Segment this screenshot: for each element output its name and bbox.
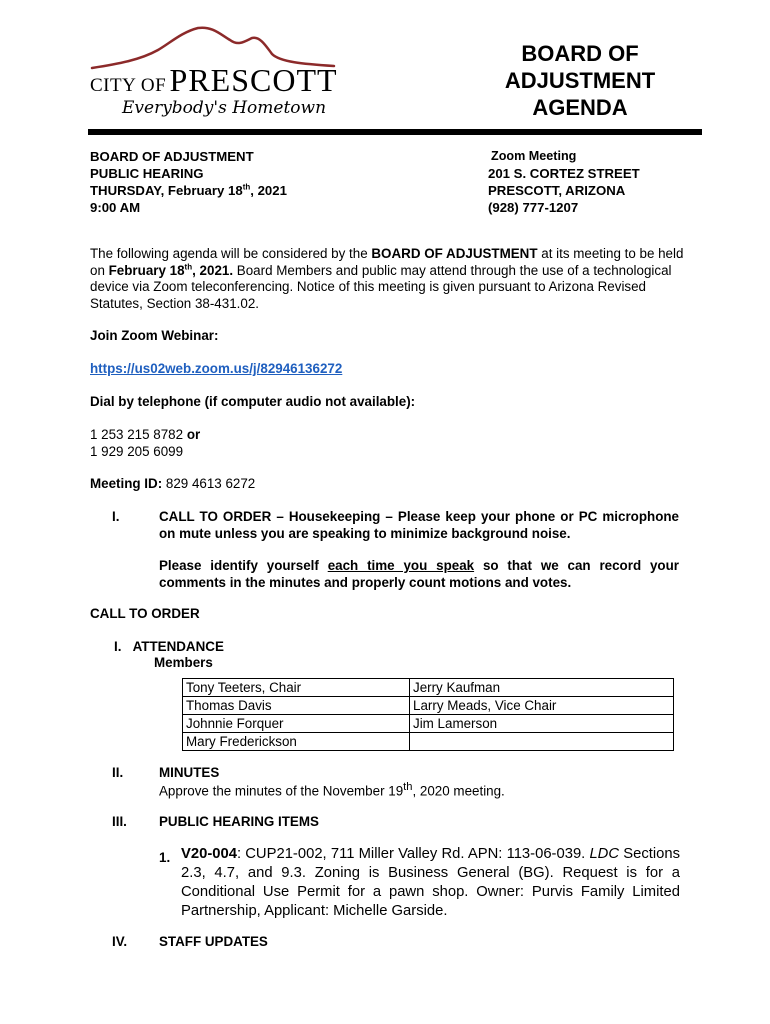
- dial-label: Dial by telephone (if computer audio not available):: [90, 394, 416, 409]
- intro-paragraph: The following agenda will be considered by the BOARD OF ADJUSTMENT at its meeting to be held on February 18th, 2021. Board Members and public may attend through the use of a technological device via Zoom teleconferencing. Notice of this meeting is given pursuant to Arizona Revised Statutes, Section 38-431.02.: [90, 246, 684, 311]
- minutes-heading: MINUTES: [159, 765, 220, 780]
- table-row: Thomas Davis Larry Meads, Vice Chair: [183, 697, 674, 715]
- meeting-info: [90, 148, 287, 216]
- title-line-3: AGENDA: [532, 95, 628, 120]
- section-iii-number: III.: [112, 814, 127, 829]
- hearing-item-text: V20-004: CUP21-002, 711 Miller Valley Rd. APN: 113-06-039. LDC Sections 2.3, 4.7, and 9.3. Zoning is Business General (BG). Request is for a Conditional Use Permit for a pawn shop. Owner: Purvis Family Limited Partnership, Applicant: Michelle Garside.: [181, 846, 680, 919]
- section-ii-number: II.: [112, 765, 124, 780]
- meeting-type: PUBLIC HEARING: [90, 166, 204, 181]
- minutes-text: Approve the minutes of the November 19th, 2020 meeting.: [159, 781, 505, 799]
- members-table: [182, 678, 674, 751]
- table-row: Johnnie Forquer Jim Lamerson: [183, 715, 674, 733]
- location-city: PRESCOTT, ARIZONA: [488, 183, 626, 198]
- meeting-id: Meeting ID: 829 4613 6272: [90, 476, 256, 491]
- zoom-webinar-link[interactable]: https://us02web.zoom.us/j/82946136272: [90, 361, 343, 376]
- section-iv-number: IV.: [112, 934, 128, 949]
- staff-updates-heading: STAFF UPDATES: [159, 934, 268, 949]
- meeting-location: [488, 148, 640, 216]
- title-line-1: BOARD OF: [521, 41, 639, 66]
- identify-text: Please identify yourself each time you speak so that we can record your comments in the minutes and properly count motions and votes.: [159, 558, 679, 590]
- meeting-date: THURSDAY, February 18th, 2021: [90, 182, 287, 198]
- housekeeping-text: CALL TO ORDER – Housekeeping – Please keep your phone or PC microphone on mute unless you are speaking to minimize background noise.: [159, 509, 679, 541]
- location-phone: (928) 777-1207: [488, 200, 579, 215]
- call-to-order-heading: CALL TO ORDER: [90, 606, 200, 621]
- members-label: Members: [154, 655, 213, 670]
- attendance-heading: I. ATTENDANCE: [114, 639, 224, 654]
- header-divider: [88, 129, 702, 135]
- meeting-body: BOARD OF ADJUSTMENT: [90, 149, 254, 164]
- section-i-number: I.: [112, 509, 120, 524]
- location-zoom: Zoom Meeting: [491, 149, 577, 163]
- city-logo: [88, 20, 338, 130]
- phone-number-2: 1 929 205 6099: [90, 443, 184, 459]
- logo-city-of: CITY OF: [90, 75, 167, 96]
- location-street: 201 S. CORTEZ STREET: [488, 166, 640, 181]
- logo-tagline: Everybody's Hometown: [122, 98, 327, 118]
- item-number: 1.: [159, 850, 171, 865]
- public-hearing-heading: PUBLIC HEARING ITEMS: [159, 814, 319, 829]
- table-row: Mary Frederickson: [183, 733, 674, 751]
- title-line-2: ADJUSTMENT: [504, 68, 656, 93]
- phone-number-1: 1 253 215 8782: [90, 427, 184, 442]
- page-title: [480, 40, 680, 121]
- logo-prescott: PRESCOTT: [169, 62, 338, 98]
- table-row: Tony Teeters, Chair Jerry Kaufman: [183, 679, 674, 697]
- join-zoom-label: Join Zoom Webinar:: [90, 328, 219, 343]
- phone-numbers: 1 253 215 8782 or 1 929 205 6099: [90, 427, 201, 459]
- meeting-time: 9:00 AM: [90, 200, 141, 215]
